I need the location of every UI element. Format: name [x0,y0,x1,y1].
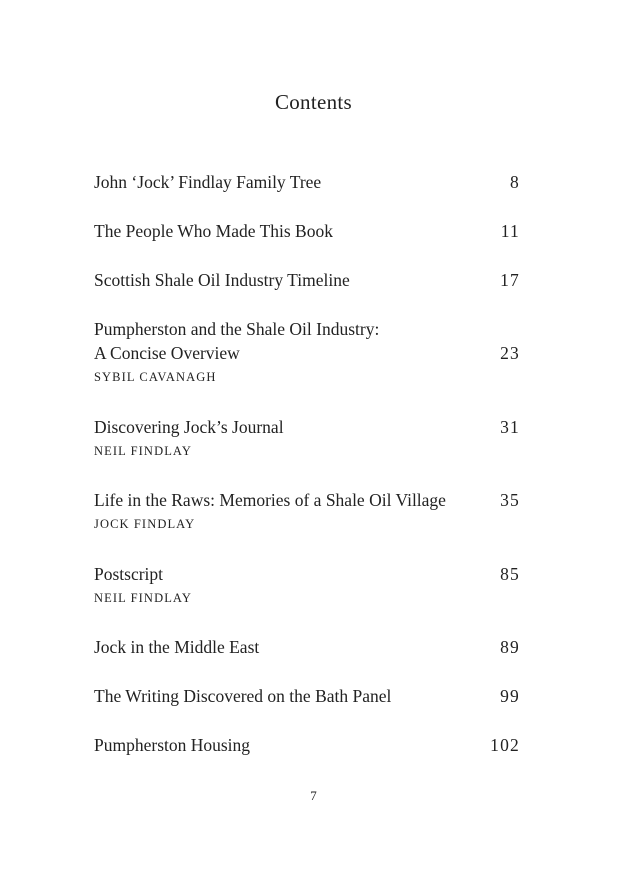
toc-entry-title: John ‘Jock’ Findlay Family Tree [94,172,322,192]
toc-entry-title: Postscript [94,564,164,584]
toc-entry-people [94,219,520,243]
toc-entry-page: 89 [500,637,520,657]
toc-entry-title: The Writing Discovered on the Bath Panel [94,686,392,706]
toc-entry-title: Life in the Raws: Memories of a Shale Oil Village [94,490,446,510]
toc-entry-title-line2: A Concise Overview [94,343,240,363]
toc-entry-title: Pumpherston Housing [94,735,251,755]
toc-entry-author: NEIL FINDLAY [94,444,193,458]
toc-entry-pumpherston-overview [94,317,520,387]
toc-entry-timeline [94,268,520,292]
toc-entry-title: Discovering Jock’s Journal [94,417,284,437]
page-title: Contents [274,90,353,114]
toc-entry-life-in-the-raws [94,488,520,534]
toc-entry-author: NEIL FINDLAY [94,591,193,605]
toc-entry-title: Scottish Shale Oil Industry Timeline [94,270,350,290]
toc-entry-middle-east [94,635,520,659]
toc-entry-title: Pumpherston and the Shale Oil Industry: [94,319,380,339]
toc-entry-postscript [94,562,520,608]
toc-entry-title: The People Who Made This Book [94,221,333,241]
toc-entry-page: 85 [500,564,520,584]
toc-entry-family-tree [94,170,520,194]
toc-entry-housing [94,733,520,757]
toc-entry-bath-panel [94,684,520,708]
toc-entry-page: 35 [500,490,520,510]
toc-entry-author: SYBIL CAVANAGH [94,370,217,384]
toc-entry-page: 23 [500,343,520,363]
toc-entry-page: 102 [490,735,520,755]
page-number: 7 [310,788,317,803]
toc-entry-author: JOCK FINDLAY [94,517,196,531]
toc-entry-page: 17 [500,270,520,290]
toc-entry-journal [94,415,520,461]
toc-entry-title: Jock in the Middle East [94,637,260,657]
toc-entry-page: 31 [500,417,520,437]
toc-entry-page: 99 [500,686,520,706]
toc-entry-page: 8 [510,172,520,192]
toc-entry-page: 11 [500,221,520,241]
